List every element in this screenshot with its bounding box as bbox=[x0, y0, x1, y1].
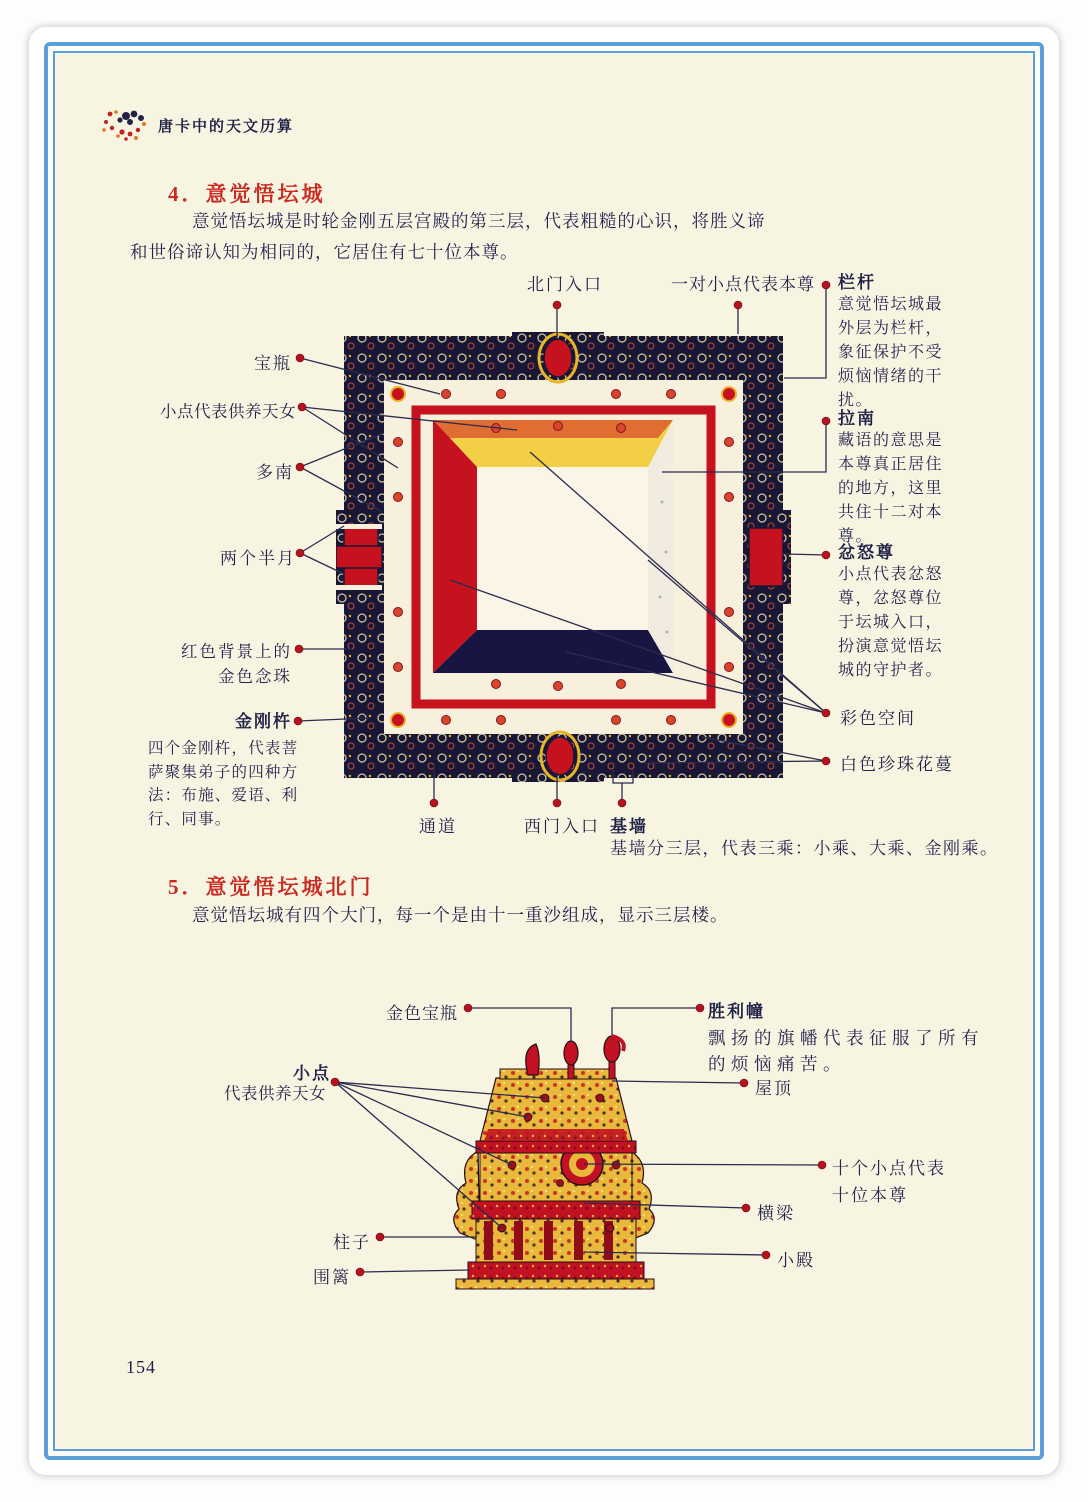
label-small-hall: 小殿 bbox=[777, 1251, 815, 1270]
label-lanan-body: 藏语的意思是本尊真正居住的地方，这里共住十二对本尊。 bbox=[838, 432, 944, 545]
label-ten-dots: 十个小点代表十位本尊 bbox=[832, 1159, 946, 1205]
label-offering-goddess: 小点代表供养天女 bbox=[160, 402, 296, 421]
gate-fence-band bbox=[468, 1262, 644, 1279]
gate-beam bbox=[472, 1201, 640, 1219]
label-railing-body: 意觉悟坛城最外层为栏杆，象征保护不受烦恼情绪的干扰。 bbox=[838, 296, 944, 409]
section5-paragraph: 意觉悟坛城有四个大门，每一个是由十一重沙组成，显示三层楼。 bbox=[192, 905, 729, 925]
label-victory-body: 飘扬的旗幡代表征服了所有的烦恼痛苦。 bbox=[708, 1028, 984, 1074]
label-vajra-body: 四个金刚杵，代表菩萨聚集弟子的四种方法：布施、爱语、利行、同事。 bbox=[148, 740, 299, 828]
gate-center-vase bbox=[564, 1041, 578, 1065]
label-lanan-title: 拉南 bbox=[838, 409, 876, 428]
gate-base bbox=[456, 1279, 654, 1289]
section4-heading: 4．意觉悟坛城 bbox=[168, 182, 326, 206]
label-beam: 横梁 bbox=[757, 1204, 795, 1223]
mandala-east-gate bbox=[749, 528, 783, 586]
mandala-south-vase bbox=[546, 737, 574, 775]
label-north-gate: 北门入口 bbox=[527, 275, 603, 294]
label-passage: 通道 bbox=[419, 817, 457, 836]
mandala-figure bbox=[336, 332, 791, 782]
logo-dots-icon bbox=[100, 106, 152, 150]
label-two-half-moons: 两个半月 bbox=[220, 549, 296, 568]
label-pearl-garland: 白色珍珠花蔓 bbox=[840, 755, 954, 774]
label-west-gate: 西门入口 bbox=[524, 817, 600, 836]
label-golden-vase: 金色宝瓶 bbox=[386, 1004, 458, 1023]
label-railing-title: 栏杆 bbox=[838, 273, 876, 292]
label-vajra-title: 金刚杵 bbox=[235, 712, 292, 731]
label-wrathful-title: 忿怒尊 bbox=[838, 543, 895, 562]
label-small-dots-title: 小点 bbox=[293, 1064, 331, 1083]
label-duonan: 多南 bbox=[256, 463, 294, 482]
label-treasure-vase: 宝瓶 bbox=[254, 354, 292, 373]
section4-paragraph: 意觉悟坛城是时轮金刚五层宫殿的第三层，代表粗糙的心识，将胜义谛和世俗谛认知为相同的，它居住有七十位本尊。 bbox=[130, 211, 766, 262]
north-gate-figure bbox=[440, 1033, 668, 1293]
label-fence: 围篱 bbox=[313, 1268, 351, 1287]
label-gold-beads-line1: 红色背景上的 bbox=[181, 642, 292, 661]
label-pillar: 柱子 bbox=[333, 1233, 371, 1252]
label-gold-beads-line2: 金色念珠 bbox=[218, 667, 292, 686]
label-victory-title: 胜利幢 bbox=[708, 1002, 765, 1021]
mandala-north-vase bbox=[544, 339, 572, 377]
book-header-title: 唐卡中的天文历算 bbox=[158, 119, 295, 135]
gate-upper-tier bbox=[480, 1153, 632, 1201]
label-base-wall-body: 基墙分三层，代表三乘：小乘、大乘、金刚乘。 bbox=[610, 839, 999, 858]
gate-left-horn bbox=[526, 1044, 539, 1075]
label-pair-dots: 一对小点代表本尊 bbox=[671, 275, 815, 294]
label-wrathful-body: 小点代表忿怒尊，忿怒尊位于坛城入口，扮演意觉悟坛城的守护者。 bbox=[838, 566, 944, 679]
page-number: 154 bbox=[126, 1357, 156, 1377]
section5-heading: 5．意觉悟坛城北门 bbox=[168, 875, 374, 899]
label-colored-space: 彩色空间 bbox=[840, 709, 916, 728]
label-roof: 屋顶 bbox=[755, 1079, 793, 1098]
label-base-wall-title: 基墙 bbox=[610, 817, 648, 836]
label-small-dots-body: 代表供养天女 bbox=[224, 1084, 326, 1103]
